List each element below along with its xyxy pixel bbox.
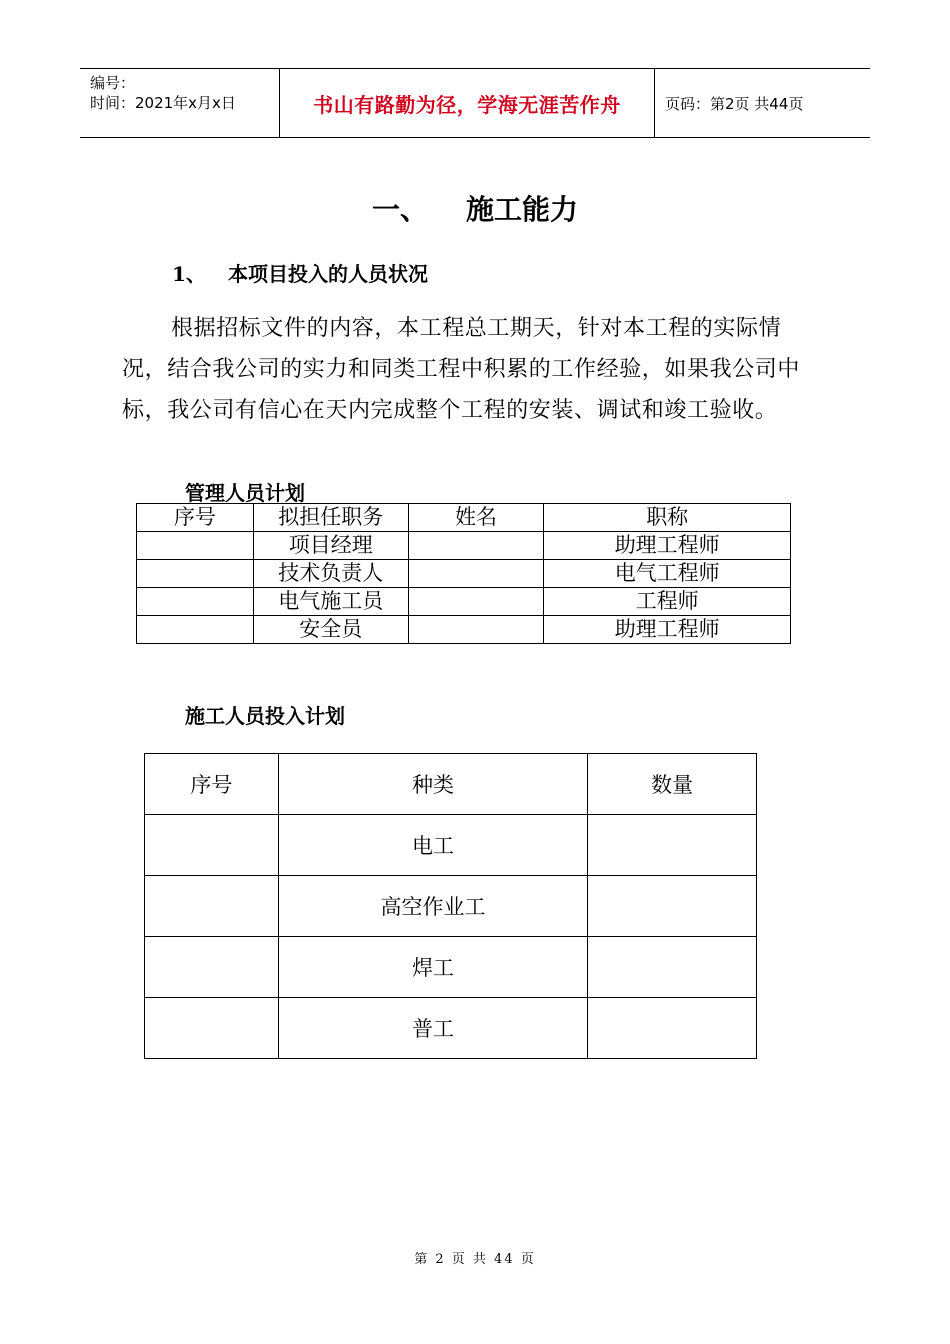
- section-heading: [0, 188, 950, 228]
- header-motto: 书山有路勤为径，学海无涯苦作舟: [280, 69, 655, 137]
- subsection-heading: [172, 258, 428, 287]
- table-row: [145, 815, 757, 876]
- table-cell: 电工: [278, 815, 587, 876]
- table-header-cell: 序号: [145, 754, 279, 815]
- subsection-number: 1、: [172, 262, 206, 286]
- table-row: [137, 532, 791, 560]
- section-number: 一、: [371, 193, 428, 226]
- table-cell: 电气施工员: [253, 588, 408, 616]
- table-row: [145, 876, 757, 937]
- labor-table: [144, 753, 757, 1059]
- table-cell: [137, 616, 254, 644]
- management-table: [136, 503, 791, 644]
- table-cell: [588, 876, 757, 937]
- table-cell: [408, 560, 544, 588]
- page-footer: 第 2 页 共 44 页: [414, 1252, 536, 1267]
- table-row: [137, 616, 791, 644]
- table-header-row: [145, 754, 757, 815]
- subsection-title: 本项目投入的人员状况: [228, 262, 428, 286]
- table-cell: 助理工程师: [544, 532, 791, 560]
- table-row: [137, 588, 791, 616]
- table-header-cell: 拟担任职务: [253, 504, 408, 532]
- table-cell: 助理工程师: [544, 616, 791, 644]
- table-cell: 工程师: [544, 588, 791, 616]
- table-cell: 焊工: [278, 937, 587, 998]
- table-cell: [588, 998, 757, 1059]
- document-header: [80, 68, 870, 138]
- section-title: 施工能力: [466, 193, 579, 226]
- table-cell: [137, 532, 254, 560]
- table-row: [145, 998, 757, 1059]
- table-cell: [408, 532, 544, 560]
- table-header-cell: 数量: [588, 754, 757, 815]
- table-cell: 电气工程师: [544, 560, 791, 588]
- table-header-row: [137, 504, 791, 532]
- table-header-cell: 职称: [544, 504, 791, 532]
- header-time: 时间：2021年x月x日: [90, 94, 236, 112]
- table-cell: 技术负责人: [253, 560, 408, 588]
- body-paragraph: 根据招标文件的内容，本工程总工期天，针对本工程的实际情况，结合我公司的实力和同类工程中积累的工作经验，如果我公司中标，我公司有信心在天内完成整个工程的安装、调试和竣工验收。: [122, 316, 801, 423]
- table-header-cell: 种类: [278, 754, 587, 815]
- table-cell: [145, 815, 279, 876]
- table-cell: [408, 588, 544, 616]
- labor-table-caption: 施工人员投入计划: [185, 704, 345, 728]
- table-row: [137, 560, 791, 588]
- table-cell: 项目经理: [253, 532, 408, 560]
- table-cell: [137, 588, 254, 616]
- table-row: [145, 937, 757, 998]
- table-cell: [408, 616, 544, 644]
- table-cell: 普工: [278, 998, 587, 1059]
- table-cell: 安全员: [253, 616, 408, 644]
- header-code: 编号：: [90, 74, 136, 92]
- management-table-caption: 管理人员计划: [185, 481, 305, 505]
- table-cell: 高空作业工: [278, 876, 587, 937]
- table-header-cell: 序号: [137, 504, 254, 532]
- table-cell: [145, 937, 279, 998]
- table-cell: [137, 560, 254, 588]
- header-page-info: 页码：第2页 共44页: [665, 94, 804, 113]
- table-cell: [145, 876, 279, 937]
- table-cell: [145, 998, 279, 1059]
- header-meta: [80, 69, 280, 137]
- table-cell: [588, 937, 757, 998]
- table-cell: [588, 815, 757, 876]
- table-header-cell: 姓名: [408, 504, 544, 532]
